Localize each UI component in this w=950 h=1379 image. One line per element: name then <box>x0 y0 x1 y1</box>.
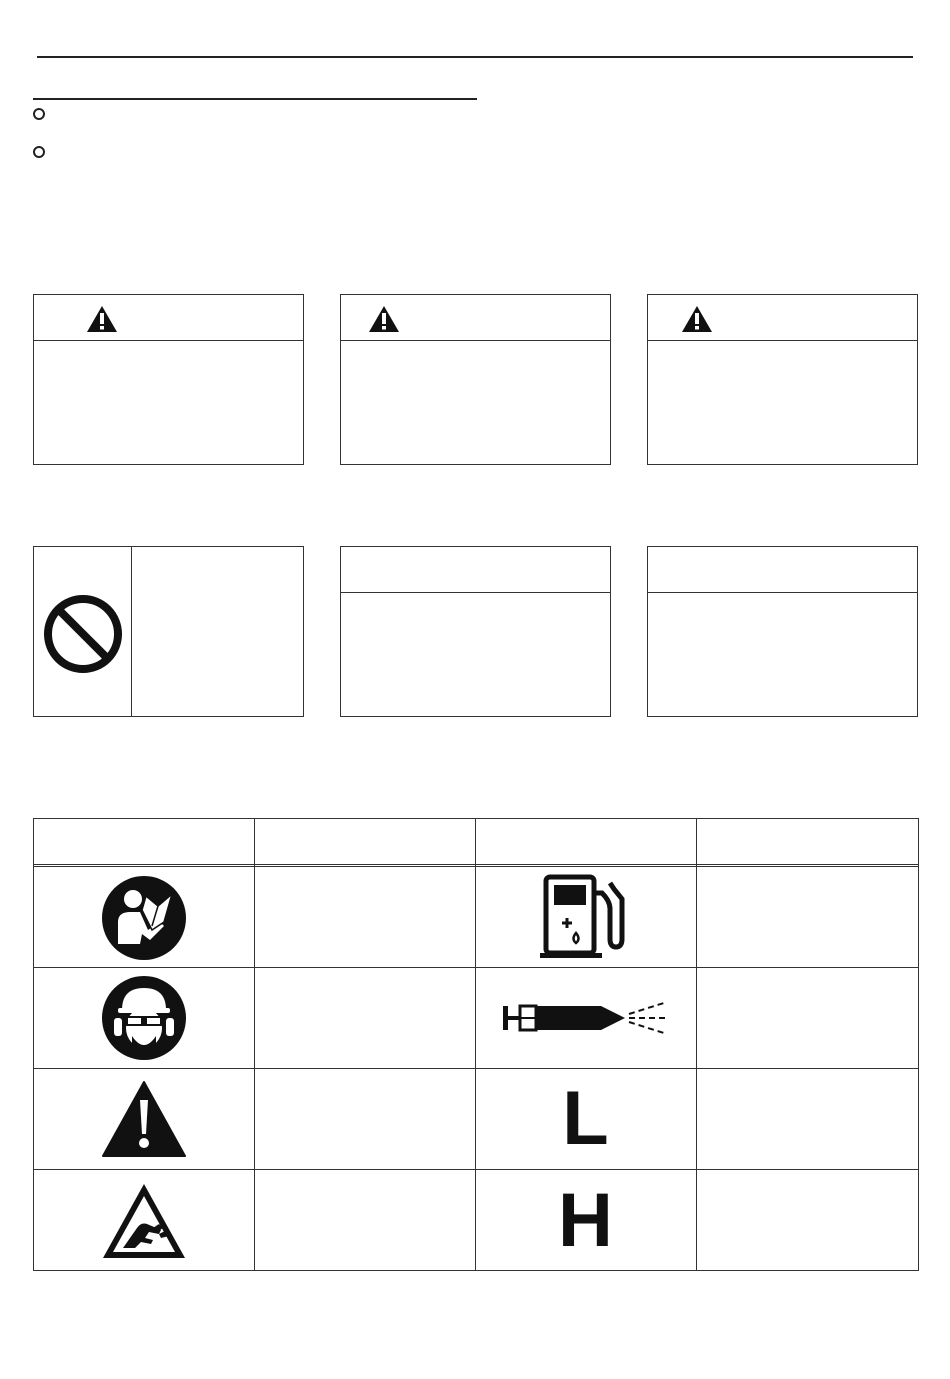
warning-triangle-icon <box>368 305 400 333</box>
table-cell <box>475 1170 696 1271</box>
note-panel-header <box>648 547 917 593</box>
signal-panel-danger <box>33 294 304 465</box>
signal-panel-caution <box>647 294 918 465</box>
fuel-pump-icon <box>538 873 634 963</box>
table-column-divider <box>696 819 697 1270</box>
table-column-divider <box>254 819 255 1270</box>
table-row <box>34 1069 254 1169</box>
table-cell <box>475 968 696 1068</box>
general-warning-icon <box>101 1080 187 1158</box>
prohibition-icon <box>42 593 124 675</box>
bullet-circle-icon <box>33 146 45 158</box>
table-row <box>34 968 254 1068</box>
notice-panel-header <box>341 547 610 593</box>
grease-gun-icon <box>501 998 671 1038</box>
table-cell <box>475 868 696 967</box>
warning-triangle-icon <box>681 305 713 333</box>
page-header-rule <box>37 56 913 58</box>
note-panel <box>647 546 918 717</box>
low-indicator-symbol: L <box>562 1076 609 1161</box>
warning-triangle-icon <box>86 305 118 333</box>
signal-panel-header <box>648 295 917 341</box>
signal-panel-header <box>34 295 303 341</box>
eye-ear-head-protection-icon <box>100 974 188 1062</box>
table-row <box>34 1170 254 1271</box>
bullet-circle-icon <box>33 108 45 120</box>
signal-panel-header <box>341 295 610 341</box>
table-cell <box>475 1069 696 1169</box>
table-header-row <box>34 819 918 867</box>
table-row <box>34 868 254 967</box>
section-title-underline <box>33 98 477 100</box>
symbol-table <box>33 818 919 1271</box>
read-manual-icon <box>100 874 188 962</box>
prohibition-panel <box>33 546 304 717</box>
hand-crush-hazard-icon <box>101 1182 187 1260</box>
panel-divider <box>131 547 132 716</box>
signal-panel-warning <box>340 294 611 465</box>
notice-panel <box>340 546 611 717</box>
high-indicator-symbol: H <box>558 1177 613 1263</box>
